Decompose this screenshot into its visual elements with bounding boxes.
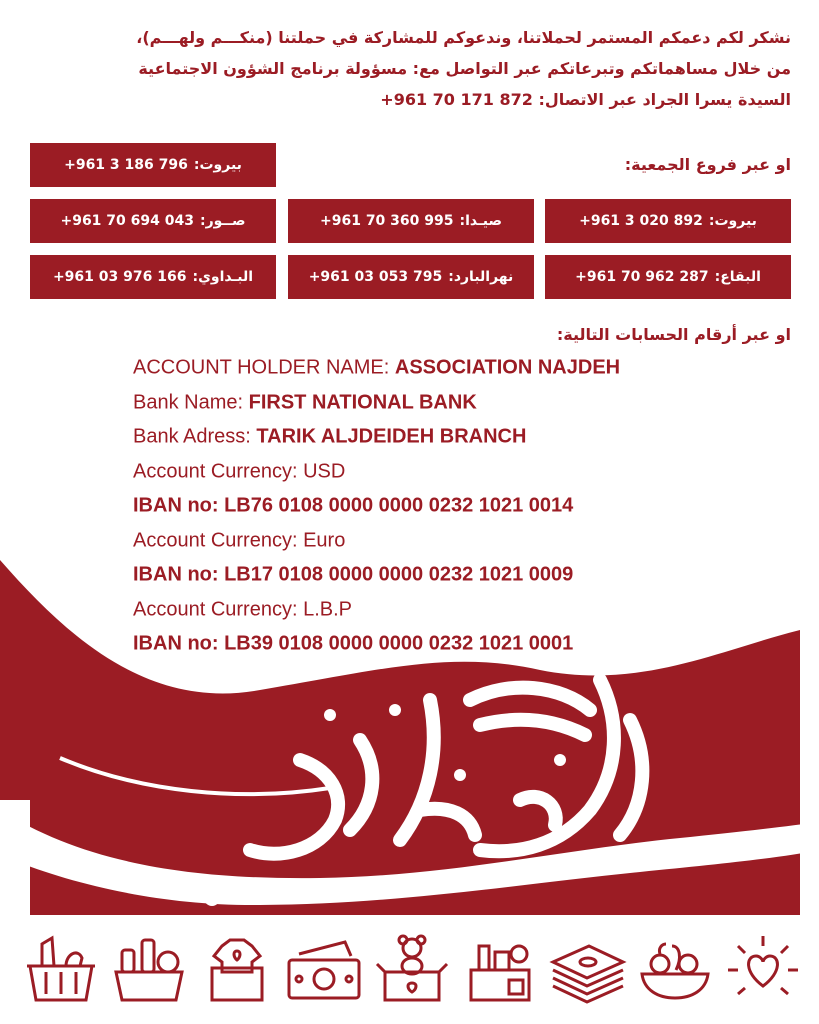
grocery-basket-icon xyxy=(22,932,100,1004)
bank-address-label: Bank Adress: xyxy=(133,425,251,448)
branch-box-sour[interactable] xyxy=(30,199,276,243)
money-stack-icon xyxy=(549,932,627,1004)
branch-box-beddawi[interactable] xyxy=(30,255,276,299)
intro-line-2: من خلال مساهماتكم وتبرعاتكم عبر التواصل مع: مسؤولة برنامج الشؤون الاجتماعية xyxy=(138,59,791,78)
fruit-bowl-icon xyxy=(636,932,714,1004)
intro-line-3 xyxy=(21,84,791,115)
food-basket-icon xyxy=(110,932,188,1004)
branch-box-saida[interactable] xyxy=(288,199,534,243)
iban-value: IBAN no: LB39 0108 0000 0000 0232 1021 0001 xyxy=(133,632,574,655)
icon-row xyxy=(22,928,802,1008)
accounts-title: او عبر أرقام الحسابات التالية: xyxy=(556,325,791,344)
branch-city: صيـدا: xyxy=(459,213,503,229)
account-holder-value: ASSOCIATION NAJDEH xyxy=(394,356,621,379)
bank-name-value: FIRST NATIONAL BANK xyxy=(248,390,477,413)
branch-phone: +961 70 694 043 xyxy=(60,213,194,229)
iban-euro[interactable] xyxy=(133,557,773,592)
heart-sun-icon xyxy=(724,932,802,1004)
bank-details xyxy=(133,350,773,661)
intro-line-3-text: السيدة يسرا الجراد عبر الاتصال: xyxy=(538,90,791,109)
iban-lbp[interactable] xyxy=(133,626,773,661)
branch-box-beirut-1[interactable] xyxy=(30,143,276,187)
branch-box-beirut-2[interactable] xyxy=(545,199,791,243)
iban-value: IBAN no: LB76 0108 0000 0000 0232 1021 0014 xyxy=(133,494,574,517)
intro-text xyxy=(21,22,791,115)
account-holder-row xyxy=(133,350,773,385)
branch-city: البـداوي: xyxy=(192,269,254,285)
branch-phone: +961 3 020 892 xyxy=(579,213,703,229)
branch-city: بيروت: xyxy=(193,157,242,173)
currency-label: Account Currency: L.B.P xyxy=(133,597,352,620)
branch-city: نهرالبارد: xyxy=(448,269,514,285)
currency-label: Account Currency: Euro xyxy=(133,528,346,551)
bank-address-value: TARIK ALJDEIDEH BRANCH xyxy=(256,425,527,448)
bank-address-row xyxy=(133,419,773,454)
branches-title: او عبر فروع الجمعية: xyxy=(624,155,791,174)
branch-box-bekaa[interactable] xyxy=(545,255,791,299)
branch-city: بيروت: xyxy=(708,213,757,229)
currency-label: Account Currency: USD xyxy=(133,459,346,482)
branch-phone: +961 3 186 796 xyxy=(64,157,188,173)
branch-phone: +961 70 360 995 xyxy=(319,213,454,229)
supplies-box-icon xyxy=(461,932,539,1004)
branch-phone: +961 03 053 795 xyxy=(308,269,443,285)
clothes-box-icon xyxy=(198,932,276,1004)
branch-phone: +961 70 962 287 xyxy=(575,269,709,285)
currency-lbp xyxy=(133,592,773,627)
currency-usd xyxy=(133,454,773,489)
branch-city: البقاع: xyxy=(714,269,761,285)
intro-line-1: نشكر لكم دعمكم المستمر لحملاتنا، وندعوكم للمشاركة في حملتنا (منكـــم ولهـــم)، xyxy=(136,28,791,47)
main-phone-number[interactable]: +961 70 171 872 xyxy=(380,90,533,109)
iban-value: IBAN no: LB17 0108 0000 0000 0232 1021 0009 xyxy=(133,563,574,586)
branch-box-nahr-al-bared[interactable] xyxy=(288,255,534,299)
bank-name-label: Bank Name: xyxy=(133,390,244,413)
toy-box-icon xyxy=(373,932,451,1004)
iban-usd[interactable] xyxy=(133,488,773,523)
branch-phone: +961 03 976 166 xyxy=(52,269,187,285)
account-holder-label: ACCOUNT HOLDER NAME: xyxy=(133,356,390,379)
cash-icon xyxy=(285,932,363,1004)
bank-name-row xyxy=(133,385,773,420)
branch-city: صــور: xyxy=(199,213,246,229)
currency-euro xyxy=(133,523,773,558)
